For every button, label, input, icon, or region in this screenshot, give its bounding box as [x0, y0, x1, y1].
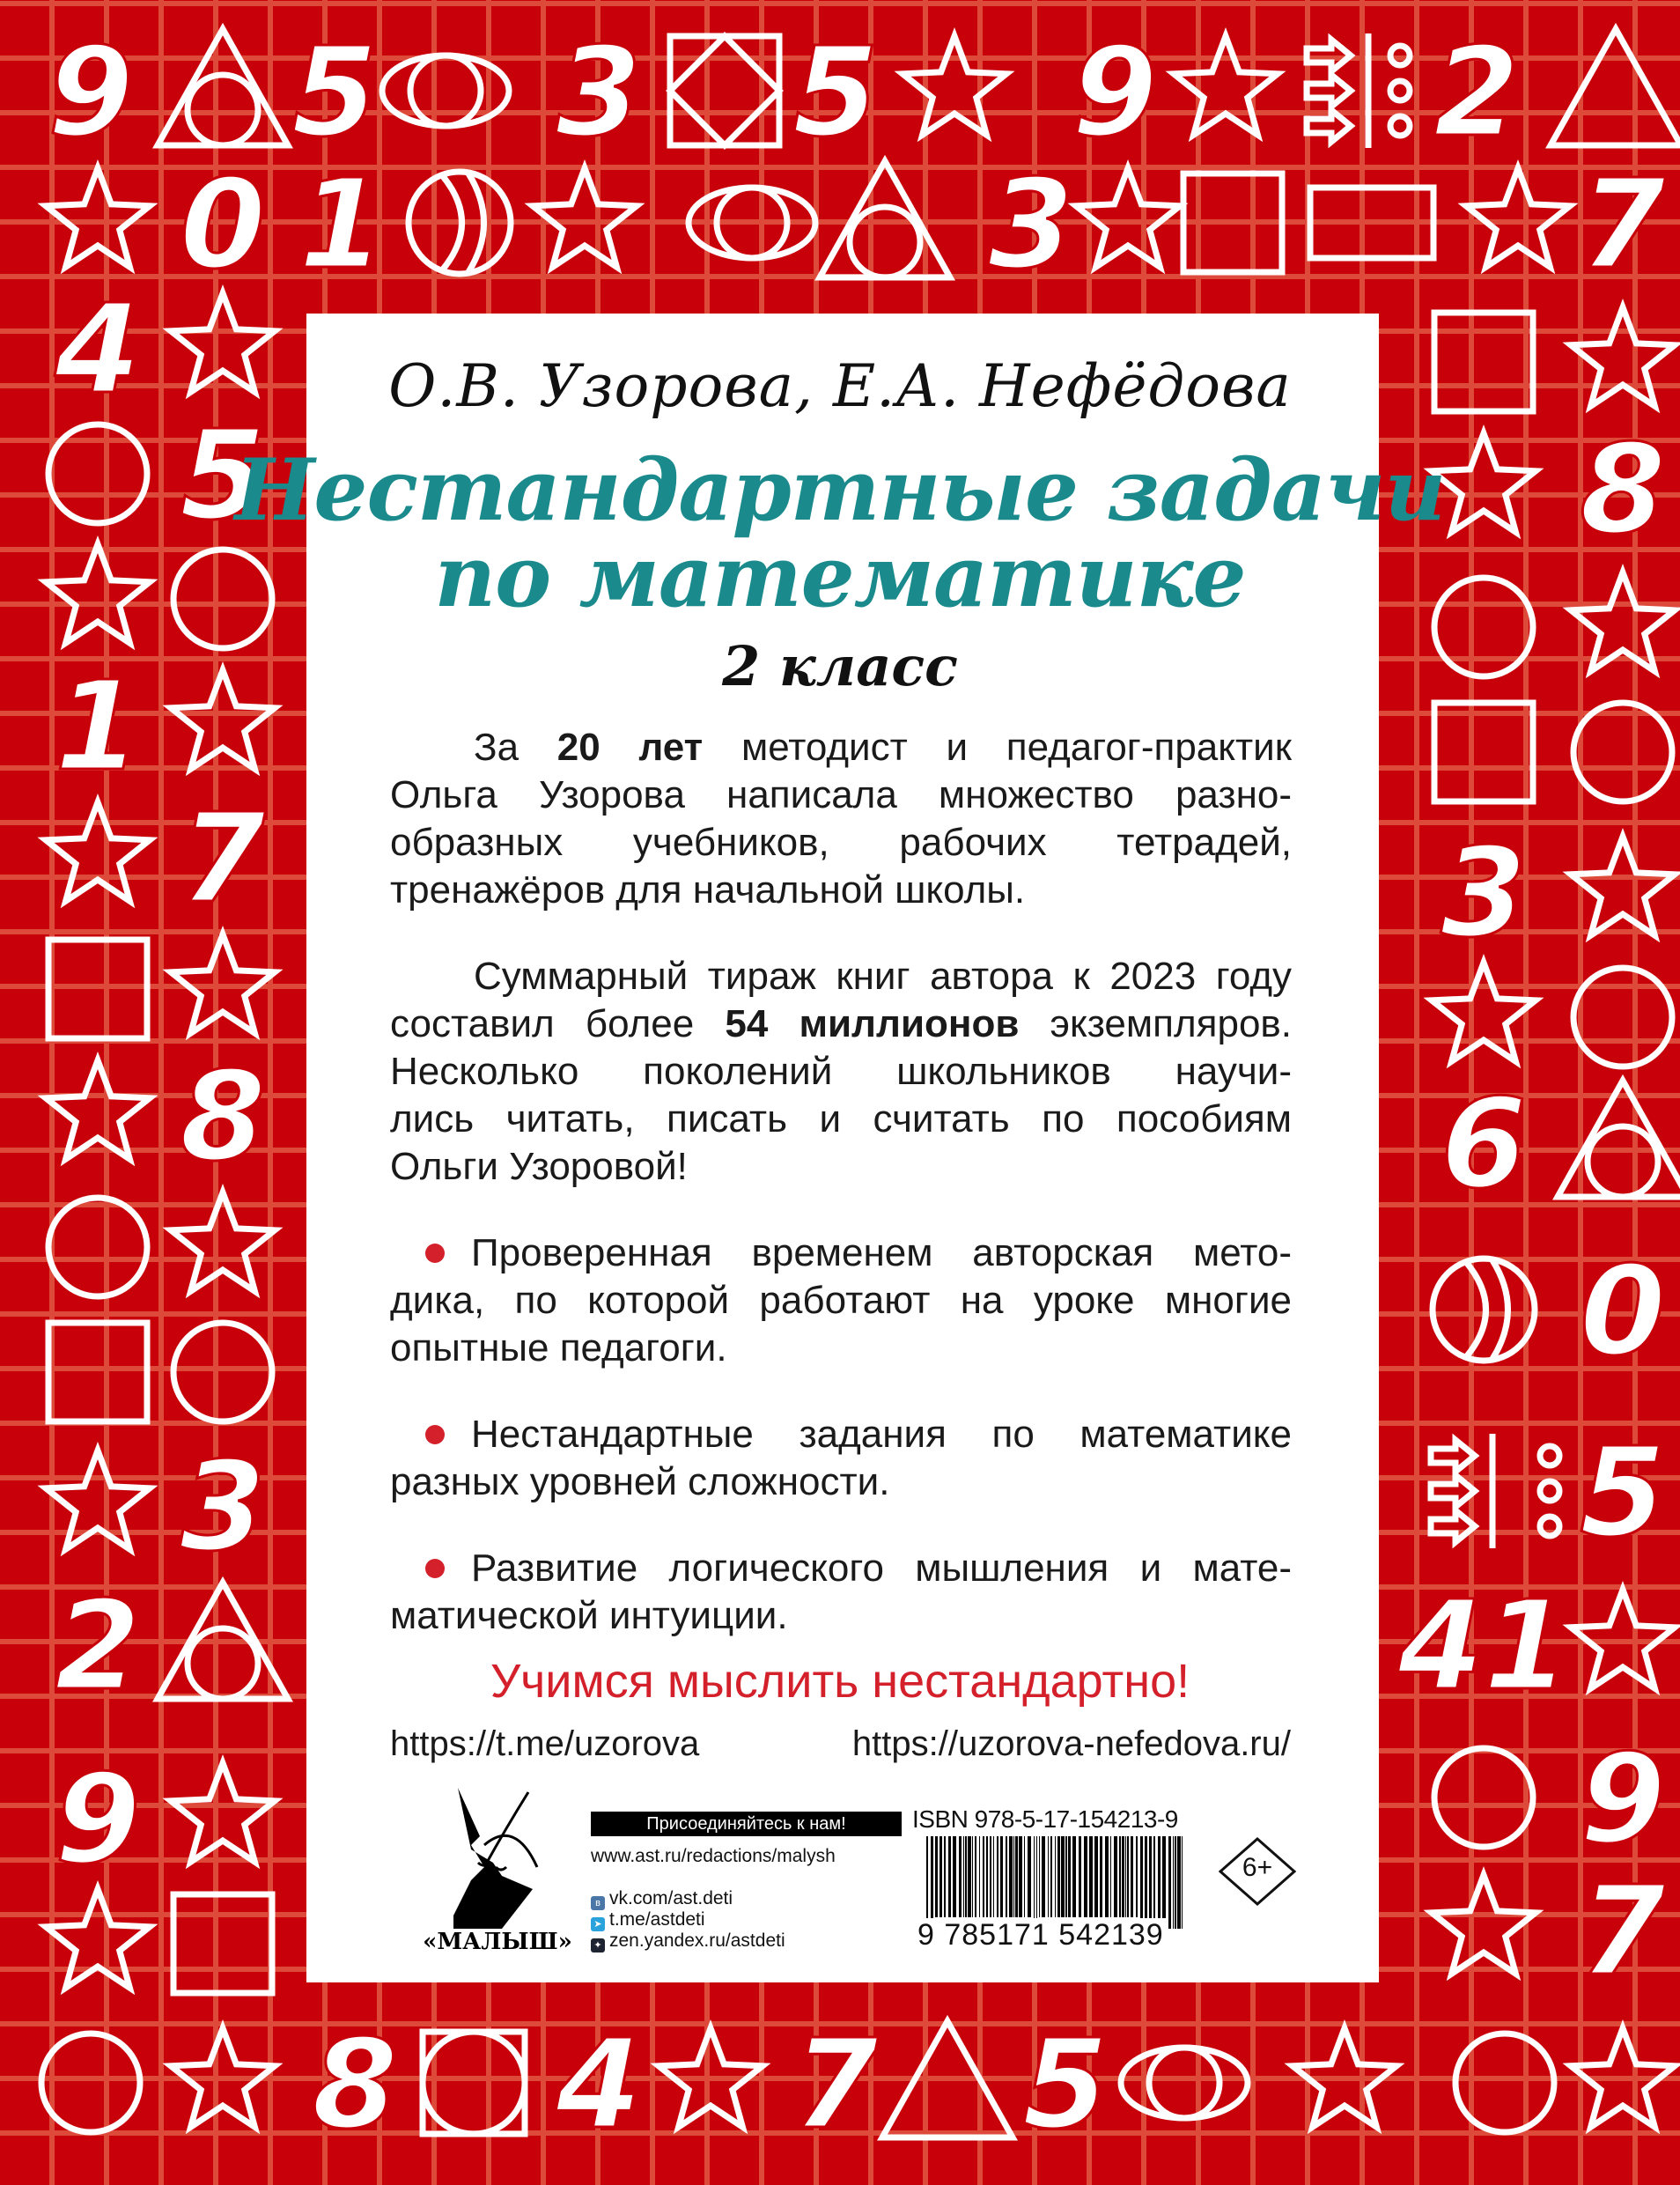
isbn: ISBN 978-5-17-154213-9 — [912, 1805, 1178, 1833]
text-segment: составил более — [390, 1002, 726, 1045]
barcode-bar — [1019, 1836, 1022, 1917]
paragraph — [390, 953, 1292, 1191]
barcode-bar — [1057, 1836, 1060, 1917]
text-segment: Суммарный тираж книг автора к 2023 году — [474, 955, 1292, 998]
star-icon — [1571, 2028, 1675, 2127]
border-digit: 6 — [1441, 1073, 1527, 1216]
triangle-icon — [1551, 29, 1680, 145]
barcode-bar — [1079, 1836, 1081, 1917]
triangle-circle-icon — [1558, 1081, 1680, 1197]
star-icon — [903, 36, 1006, 135]
border-digit: 9 — [48, 21, 134, 165]
border-digit: 3 — [988, 153, 1074, 297]
star-icon — [46, 1060, 150, 1159]
triangle-icon — [882, 2021, 1013, 2137]
text-line — [390, 1325, 1292, 1372]
border-digit: 3 — [556, 21, 642, 165]
barcode-bar — [1136, 1836, 1138, 1917]
border-digit: 7 — [180, 787, 266, 931]
text-segment: опытные педагоги. — [390, 1326, 727, 1369]
barcode-bar — [1182, 1836, 1183, 1929]
border-digit: 41 — [1397, 1575, 1570, 1718]
star-icon — [533, 168, 637, 267]
barcode-bar — [993, 1836, 994, 1917]
barcode-bar — [1105, 1836, 1109, 1917]
text-segment: Несколько поколений школьников научи- — [390, 1050, 1292, 1093]
oval-icon — [689, 188, 815, 258]
barcode-bar — [986, 1836, 988, 1917]
barcode-bar — [1127, 1836, 1129, 1917]
barcode-bar — [939, 1836, 942, 1917]
oval-icon — [1121, 2048, 1248, 2118]
circle-icon — [1434, 1748, 1533, 1847]
barcode-bar — [935, 1836, 938, 1917]
ball-icon — [409, 172, 511, 274]
barcode-bar — [963, 1836, 964, 1917]
barcode-bar — [1119, 1836, 1121, 1917]
barcode-bar — [953, 1836, 956, 1917]
star-icon — [1466, 168, 1570, 267]
star-icon — [171, 2028, 275, 2127]
square-icon — [1183, 173, 1282, 272]
barcode-bar — [1065, 1836, 1067, 1917]
circle-icon — [1455, 2034, 1554, 2132]
star-icon — [1293, 2028, 1396, 2127]
border-digit: 7 — [792, 2013, 879, 2157]
age-rating: 6+ — [1242, 1853, 1273, 1882]
rectangle-icon — [1310, 188, 1433, 258]
barcode-bar — [1089, 1836, 1093, 1917]
bullet-item — [390, 1545, 1292, 1640]
social-link-text: vk.com/ast.deti — [609, 1888, 733, 1908]
barcode-bar — [1125, 1836, 1126, 1917]
circle-icon — [41, 2034, 140, 2132]
border-digit: 1 — [55, 655, 141, 799]
square-icon — [48, 940, 147, 1038]
barcode-bar — [1048, 1836, 1049, 1917]
text-segment: Проверенная временем авторская мето- — [471, 1231, 1292, 1274]
barcode-bar — [975, 1836, 976, 1917]
bullet-icon — [425, 1425, 445, 1444]
text-line — [390, 771, 1292, 819]
border-digit: 5 — [1022, 2013, 1109, 2157]
border-digit: 9 — [1072, 21, 1158, 165]
barcode-bar — [1131, 1836, 1133, 1917]
barcode-bar — [1100, 1836, 1102, 1917]
barcode-bar — [1122, 1836, 1124, 1917]
circle-icon — [48, 1198, 147, 1296]
star-icon — [46, 168, 150, 267]
barcode-bar — [1006, 1836, 1007, 1917]
circle-icon — [173, 1323, 272, 1421]
malysh-mascot-icon — [418, 1783, 577, 1955]
barcode-bar — [1158, 1836, 1161, 1929]
description-body — [390, 724, 1292, 1640]
barcode-bar — [1068, 1836, 1071, 1917]
ball-icon — [1433, 1259, 1535, 1361]
border-digit: 5 — [291, 21, 378, 165]
border-digit: 5 — [180, 404, 266, 548]
barcode-bar — [1149, 1836, 1152, 1929]
publisher-logo — [418, 1783, 577, 1955]
star-icon — [1076, 168, 1180, 267]
highlight-text: 54 миллионов — [725, 1002, 1020, 1045]
border-digit: 2 — [1433, 21, 1520, 165]
text-line — [390, 1229, 1292, 1277]
barcode-bar — [1028, 1836, 1031, 1917]
join-us-banner: Присоединяйтесь к нам! — [591, 1812, 902, 1836]
border-digit: 8 — [180, 1045, 266, 1189]
barcode-bar — [990, 1836, 991, 1917]
authors: О.В. Узорова, Е.А. Нефёдова — [388, 352, 1292, 420]
border-digit: 5 — [1580, 1421, 1666, 1565]
triangle-circle-icon — [158, 29, 288, 145]
square-circle-icon — [423, 2032, 525, 2134]
barcode-bar — [1140, 1836, 1143, 1929]
border-digit: 7 — [1580, 1860, 1666, 2004]
star-icon — [1174, 36, 1278, 135]
barcode-bar — [1177, 1836, 1181, 1929]
telegram-icon: ➤ — [591, 1917, 605, 1931]
star-icon — [171, 1763, 275, 1862]
barcode-bar — [1084, 1836, 1087, 1917]
barcode-bar — [959, 1836, 962, 1917]
telegram-link[interactable]: https://t.me/uzorova — [390, 1724, 700, 1763]
text-line — [390, 1411, 1292, 1458]
social-link-text: zen.yandex.ru/astdeti — [609, 1930, 785, 1951]
zen-icon: ✦ — [591, 1938, 605, 1952]
barcode-bar — [1036, 1836, 1037, 1929]
dots-icon — [1390, 46, 1410, 136]
publisher-website-link[interactable]: www.ast.ru/redactions/malysh — [591, 1846, 836, 1866]
barcode-bar — [965, 1836, 967, 1917]
text-segment: Ольги Узоровой! — [390, 1145, 688, 1188]
border-digit: 3 — [180, 1436, 266, 1579]
barcode-bar — [948, 1836, 951, 1917]
barcode-bar — [1175, 1836, 1176, 1929]
text-line — [390, 724, 1292, 771]
social-link[interactable] — [591, 1888, 733, 1910]
text-line — [390, 1096, 1292, 1143]
bullet-item — [390, 1411, 1292, 1506]
text-segment: За — [474, 726, 557, 769]
border-digit: 4 — [556, 2013, 642, 2157]
barcode-bar — [926, 1836, 928, 1929]
text-segment: Развитие логического мышления и мате- — [471, 1546, 1292, 1590]
dots-icon — [1540, 1446, 1559, 1536]
border-digit: 0 — [180, 153, 266, 297]
barcode-bar — [1173, 1836, 1174, 1929]
barcode-bar — [1145, 1836, 1147, 1929]
text-segment: дика, по которой работают на уроке многие — [390, 1279, 1292, 1322]
arrows-icon — [1307, 33, 1368, 148]
star-icon — [1432, 1875, 1536, 1974]
border-digit: 4 — [55, 278, 141, 422]
barcode-bar — [1039, 1836, 1040, 1917]
barcode — [926, 1836, 1186, 1929]
barcode-bar — [1009, 1836, 1013, 1917]
border-digit: 9 — [1580, 1728, 1666, 1871]
text-line — [390, 867, 1292, 914]
star-icon — [46, 1889, 150, 1988]
star-icon — [171, 934, 275, 1033]
barcode-bar — [1055, 1836, 1056, 1917]
barcode-bar — [1042, 1836, 1045, 1917]
square-diamond-icon — [670, 36, 779, 145]
barcode-bar — [1061, 1836, 1065, 1917]
barcode-bar — [1114, 1836, 1117, 1917]
barcode-bar — [1024, 1836, 1025, 1917]
barcode-bar — [1153, 1836, 1155, 1929]
text-line — [390, 1277, 1292, 1325]
text-line — [390, 953, 1292, 1000]
text-segment: Ольга Узорова написала множество разно- — [390, 773, 1292, 816]
square-icon — [48, 1323, 147, 1421]
vk-icon: в — [591, 1896, 605, 1910]
text-segment: методист и педагог-практик — [703, 726, 1292, 769]
barcode-bar — [1050, 1836, 1052, 1917]
triangle-circle-icon — [820, 161, 950, 277]
barcode-bar — [1168, 1836, 1171, 1929]
star-icon — [1571, 837, 1675, 935]
text-segment: Нестандартные задания по математике — [471, 1413, 1292, 1456]
border-digit: 1 — [298, 153, 385, 297]
text-line — [390, 1592, 1292, 1640]
border-digit: 2 — [55, 1575, 141, 1718]
text-line — [390, 1143, 1292, 1191]
book-title-line-2: по математике — [434, 527, 1246, 626]
text-segment: тренажёров для начальной школы. — [390, 868, 1026, 912]
border-digit: 0 — [1580, 1240, 1666, 1384]
star-icon — [46, 1451, 150, 1549]
barcode-bar — [1034, 1836, 1035, 1929]
social-link[interactable] — [591, 1909, 705, 1931]
barcode-bar — [944, 1836, 946, 1917]
border-digit: 8 — [1580, 418, 1666, 562]
text-segment: разных уровней сложности. — [390, 1460, 890, 1503]
border-digit: 8 — [312, 2013, 398, 2157]
barcode-bar — [979, 1836, 980, 1917]
text-segment: лись читать, писать и считать по пособиям — [390, 1097, 1292, 1140]
website-link[interactable]: https://uzorova-nefedova.ru/ — [851, 1724, 1291, 1763]
text-line — [390, 1000, 1292, 1048]
paragraph — [390, 724, 1292, 914]
social-link[interactable] — [591, 1930, 785, 1952]
bullet-icon — [425, 1559, 445, 1578]
star-icon — [659, 2028, 763, 2127]
text-line — [390, 1048, 1292, 1096]
publisher-logo-text: «МАЛЫШ» — [423, 1929, 572, 1955]
oval-icon — [382, 55, 509, 126]
text-segment: образных учебников, рабочих тетрадей, — [390, 821, 1292, 864]
social-link-text: t.me/astdeti — [609, 1909, 705, 1930]
barcode-bar — [1000, 1836, 1003, 1917]
border-digit: 7 — [1580, 153, 1666, 297]
text-segment: матической интуиции. — [390, 1594, 788, 1637]
barcode-bar — [1013, 1836, 1014, 1917]
barcode-bar — [1162, 1836, 1166, 1929]
square-icon — [173, 1894, 272, 1993]
circle-icon — [1573, 968, 1672, 1067]
barcode-bar — [1094, 1836, 1098, 1917]
text-line — [390, 1458, 1292, 1506]
border-digit: 3 — [1441, 822, 1527, 965]
square-icon — [1434, 703, 1533, 801]
border-digit: 5 — [792, 21, 879, 165]
arrows-icon — [1431, 1434, 1492, 1548]
bullet-item — [390, 1229, 1292, 1372]
barcode-bar — [1072, 1836, 1076, 1917]
barcode-bar — [1015, 1836, 1018, 1917]
circle-icon — [1573, 703, 1672, 801]
barcode-digits: 9 785171 542139 — [917, 1918, 1164, 1952]
slogan: Учимся мыслить нестандартно! — [490, 1655, 1190, 1708]
text-segment: экземпляров. — [1019, 1002, 1292, 1045]
barcode-bar — [997, 1836, 998, 1917]
barcode-bar — [968, 1836, 971, 1917]
star-icon — [46, 802, 150, 901]
highlight-text: 20 лет — [556, 726, 704, 769]
barcode-bar — [983, 1836, 984, 1917]
star-icon — [1432, 963, 1536, 1061]
text-line — [390, 819, 1292, 867]
border-digit: 9 — [55, 1748, 141, 1892]
barcode-bar — [1110, 1836, 1111, 1917]
barcode-bar — [972, 1836, 973, 1917]
barcode-bar — [931, 1836, 933, 1929]
star-icon — [171, 1192, 275, 1291]
book-title-line-1: Нестандартные задачи — [234, 440, 1446, 540]
grade-label: 2 класс — [722, 634, 958, 698]
text-line — [390, 1545, 1292, 1592]
bullet-icon — [425, 1244, 445, 1263]
